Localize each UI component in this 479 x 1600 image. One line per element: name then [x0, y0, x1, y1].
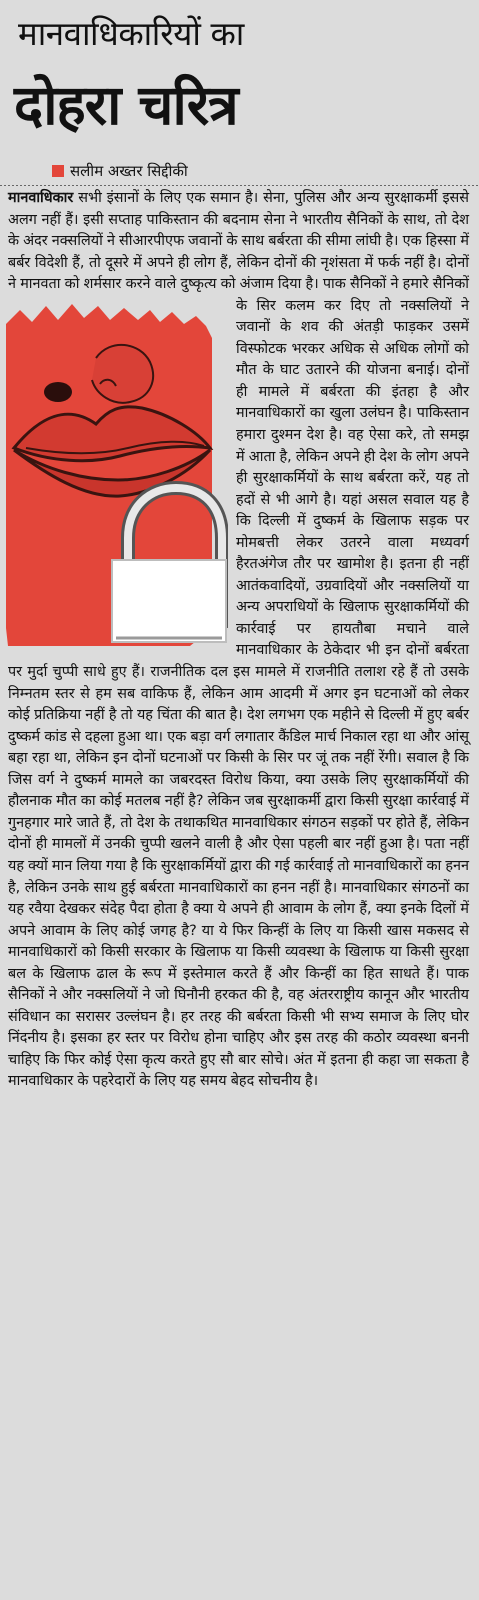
padlocked-lips-illustration — [0, 298, 228, 648]
article-kicker: मानवाधिकारियों का — [18, 14, 244, 53]
padlocked-lips-image — [0, 298, 228, 648]
author-name: सलीम अख्तर सिद्दीकी — [70, 162, 188, 180]
dotted-divider — [0, 185, 479, 186]
nose — [92, 345, 153, 403]
lead-word: मानवाधिकार — [8, 190, 74, 206]
shadow-cavity — [44, 382, 72, 402]
byline-square-icon — [52, 165, 64, 177]
article-body — [8, 188, 469, 1093]
article-body-text: सभी इंसानों के लिए एक समान है। सेना, पुलिस और अन्य सुरक्षाकर्मी इससे अलग नहीं हैं। इसी सप्ताह पाकिस्तान की बदनाम सेना ने भारतीय सैनिकों के साथ, तो देश के अंदर नक्सलियों ने सीआरपीएफ जवानों के साथ बर्बरता की सीमा लांघी है। एक हिस्सा में बर्बर विदेशी हैं, तो दूसरे में अपने ही लोग हैं, लेकिन दोनों की नृशंसता में फर्क नहीं है। दोनों ने मानवता को शर्मसार करने वाले दुष्कृत्य को अंजाम दिया है। पाक सैनिकों ने हमारे — [8, 190, 469, 293]
article-body-text-continued: सैनिकों के सिर कलम कर दिए तो नक्सलियों ने जवानों के शव की अंतड़ी फाड़कर उसमें विस्फोटक भरकर अधिक से अधिक लोगों को मौत के घाट उतारने की योजना बनाई। दोनों ही मामले में बर्बरता की इंतहा है और मानवाधिकारों का खुला उलंघन है। पाकिस्तान हमारा दुश्मन देश है। वह ऐसा करे, तो समझ में आता है, लेकिन अपने ही देश के लोग अपने ही सुरक्षाकर्मियों के साथ बर्बरता करें, यह तो हदों से भी आगे है। यहां असल सवाल यह है कि दिल्ली में दुष्कर्म के खिलाफ सड़क पर मोमबत्ती लेकर उतरने वाला मध्यवर्ग हैरतअंगेज तौर पर खामोश है। इतना ही नहीं आतंकवादियों, उग्रवादियों और नक्सलियों या अन्य अपराधियों के खिलाफ सुरक्षाकर्मियों की कार्रवाई पर हायतौबा मचाने वाले मानवाधिकार के ठेकेदार भी इन दोनों बर्बरता पर मुर्दा चुप्पी साधे हुए हैं। राजनीतिक दल इस मामले में राजनीति तलाश रहे हैं तो उसके निम्नतम स्तर से हम सब वाकिफ हैं, लेकिन आम आदमी में अगर इन घटनाओं को लेकर कोई प्रतिक्रिया नहीं है तो यह चिंता की बात है। देश लगभग एक महीने से दिल्ली में हुए बर्बर दुष्कर्म कांड से दहला हुआ था। एक बड़ा वर्ग लगातार कैंडिल मार्च निकाल रहा था और आंसू बहा रहा था, लेकिन इन दोनों घटनाओं पर किसी के सिर पर जूं तक नहीं रेंगी। सवाल है कि जिस वर्ग ने दुष्कर्म मामले का जबरदस्त विरोध किया, क्या उसके लिए सुरक्षाकर्मियों की हौलनाक मौत का कोई मतलब नहीं है? लेकिन जब सुरक्षाकर्मी द्वारा किसी सुरक्षा कार्रवाई में गुनहगार मारे जाते हैं, तो देश के तथाकथित मानवाधिकार संगठन सड़कों पर होते हैं, लेकिन दोनों ही मामलों में उनकी चुप्पी खलने वाली है और ऐसा पहली बार नहीं हुआ है। पता नहीं यह क्यों मान लिया गया है कि सुरक्षाकर्मियों द्वारा की गई कार्रवाई तो मानवाधिकारों का हनन है, लेकिन उनके साथ हुई बर्बरता मानवाधिकारों का हनन नहीं है। मानवाधिकार संगठनों का यह रवैया देखकर संदेह पैदा होता है क्या ये अपने ही आवाम के लोग हैं, क्या इनके दिलों में अपने आवाम के लिए कोई जगह है? या ये फिर किन्हीं के लिए या किसी खास मकसद से मानवाधिकारों को किसी सरकार के खिलाफ या किसी व्यवस्था के खिलाफ या किसी सुरक्षा बल के खिलाफ ढाल के रूप में इस्तेमाल करते हैं और किन्हीं का हित साधते हैं। पाक सैनिकों ने और नक्सलियों ने जो घिनौनी हरकत की है, वह अंतरराष्ट्रीय कानून और भारतीय संविधान का सरासर उल्लंघन है। हर तरह की बर्बरता किसी भी सभ्य समाज के लिए घोर निंदनीय है। इसका हर स्तर पर विरोध होना चाहिए और इस तरह की कठोर व्यवस्था बननी चाहिए कि फिर कोई ऐसा कृत्य करते हुए सौ बार सोचे। अंत में इतना ही कहा जा सकता है मानवाधिकार के पहरेदारों के लिए यह समय बेहद सोचनीय है। — [8, 276, 469, 1090]
byline — [52, 160, 188, 182]
article-paragraph — [8, 188, 469, 1093]
padlock-body — [112, 560, 226, 642]
article-headline: दोहरा चरित्र — [14, 73, 238, 137]
